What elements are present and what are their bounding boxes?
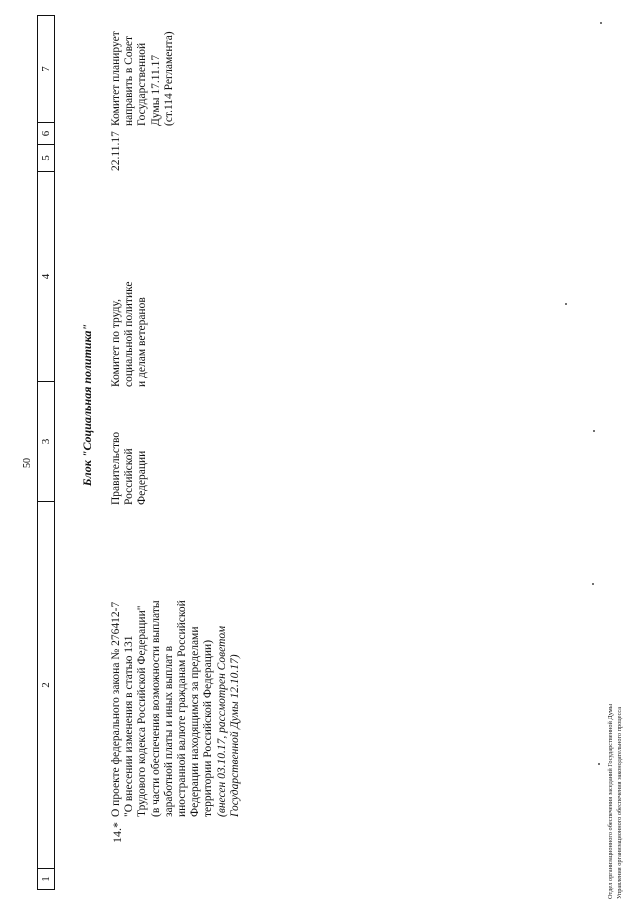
bill-line: Федерации находящимся за пределами [189,626,202,817]
header-col-6: 6 [38,123,54,145]
scan-speck [593,430,595,432]
bill-line: территории Российской Федерации) [202,639,215,817]
initiator-line: Федерации [136,450,149,505]
note-line: Думы 17.11.17 [149,54,162,126]
initiator-line: Правительство [110,431,122,505]
footer-line: Управления организационного обеспечения законодательного процесса [616,706,623,899]
scan-speck [565,303,567,305]
committee-note [110,16,176,126]
block-title: Блок "Социальная политика" [80,323,94,487]
note-line: (ст.114 Регламента) [162,31,175,126]
bill-line: О проекте федерального закона № 276412-7 [110,601,122,817]
footer-line: Отдел организационного обеспечения заседаний Государственной Думы [607,704,614,899]
committee-line: и делам ветеранов [136,297,149,387]
bill-line: заработной платы и иных выплат в [162,645,175,817]
initiator-line: Российской [123,448,136,505]
row-number: 14.* [110,822,124,843]
page-number: 50 [22,458,33,468]
scan-speck [598,763,600,765]
bill-note-line: Государственной Думы 12.10.17) [228,654,241,817]
bill-line: Трудового кодекса Российской Федерации" [136,605,149,817]
header-col-4: 4 [38,172,54,382]
header-col-1: 1 [40,876,52,882]
note-line: Государственной [136,42,149,126]
responsible-committee [110,252,150,387]
header-col-2: 2 [38,502,54,869]
bill-note-line: (внесен 03.10.17, рассмотрен Советом [215,625,228,817]
header-col-7: 7 [38,16,54,123]
note-line: направить в Совет [123,35,136,126]
bill-description [110,547,242,817]
bill-line: "О внесении изменения в статью 131 [123,635,136,817]
bill-line: (в части обеспечения возможности выплаты [149,600,162,817]
column-number-header [37,15,55,890]
footer [606,704,624,899]
review-date: 22.11.17 [110,131,122,171]
header-col-5: 5 [38,145,54,172]
bill-line: иностранной валюте гражданам Российской [176,600,189,817]
initiator [110,385,150,505]
scan-speck [592,583,594,585]
committee-line: социальной политике [123,281,136,387]
note-line: Комитет планирует [110,31,122,126]
header-col-3: 3 [38,382,54,502]
committee-line: Комитет по труду, [110,299,122,387]
scan-speck [600,22,602,24]
